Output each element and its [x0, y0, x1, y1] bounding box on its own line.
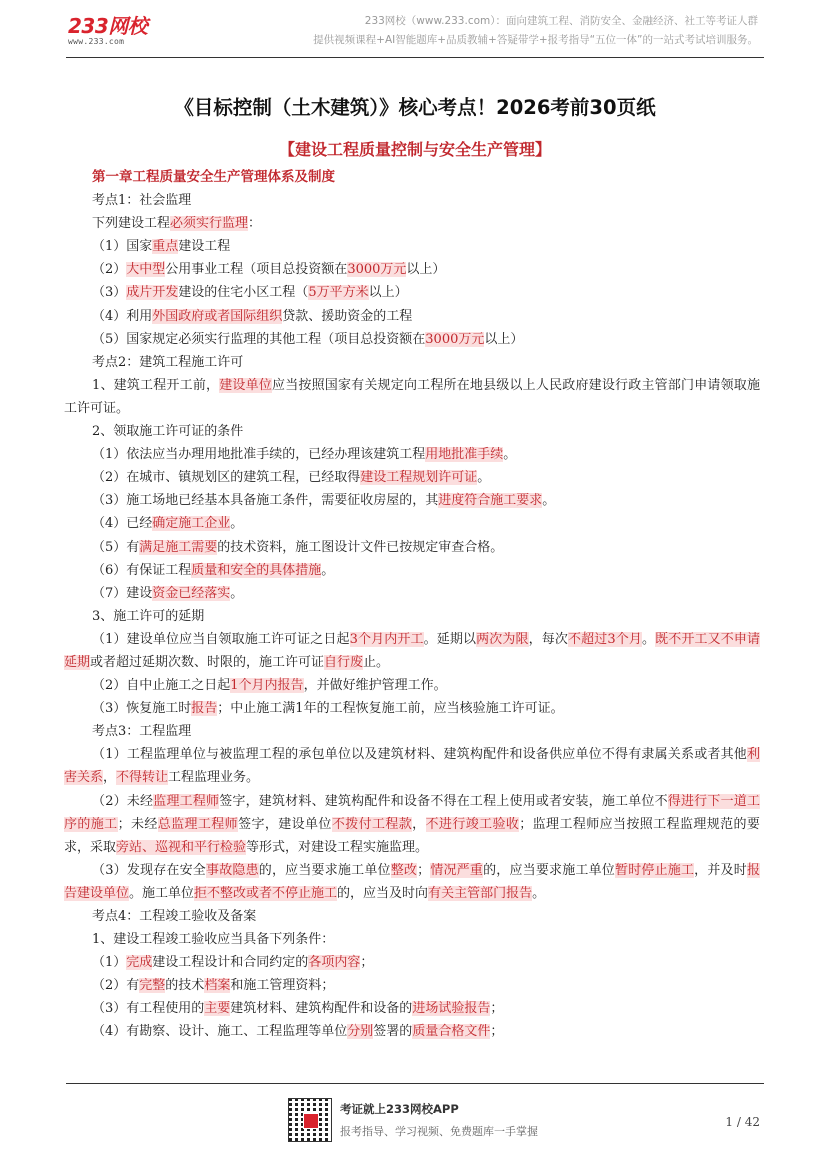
highlight-text: 必须实行监理 [170, 216, 249, 232]
highlight-text: 1个月内报告 [230, 678, 304, 694]
body-text: （5）国家规定必须实行监理的其他工程（项目总投资额在 [92, 331, 426, 347]
body-text: （2）未经 [92, 793, 154, 809]
highlight-text: 分别 [347, 1024, 374, 1040]
body-text: ： [248, 216, 262, 232]
paragraph [64, 258, 760, 281]
body-text: 建设工程 [178, 239, 231, 255]
highlight-text: 5万平方米 [308, 285, 369, 301]
body-text: ； [417, 862, 431, 878]
body-text: 建设的住宅小区工程（ [178, 285, 309, 301]
app-promo-subtitle: 报考指导、学习视频、免费题库一手掌握 [340, 1125, 538, 1138]
paragraph [64, 374, 760, 420]
header-divider [66, 57, 764, 58]
highlight-text: 成片开发 [126, 285, 179, 301]
body-text: 和施工管理资料； [230, 978, 335, 994]
highlight-text: 用地批准手续 [425, 447, 504, 463]
section-subtitle: 【建设工程质量控制与安全生产管理】 [278, 140, 551, 159]
highlight-text: 完成 [126, 955, 153, 971]
body-text: 考点4：工程竣工验收及备案 [92, 909, 257, 924]
highlight-text: 质量合格文件 [412, 1024, 491, 1040]
paragraph [64, 420, 760, 443]
paragraph [64, 905, 760, 928]
body-text: （2）有 [92, 978, 140, 994]
highlight-text: 监理工程师 [153, 793, 220, 809]
paragraph [64, 281, 760, 304]
footer-divider [66, 1083, 764, 1084]
highlight-text: 两次为限 [476, 631, 529, 647]
body-text: 的技术 [165, 978, 205, 994]
paragraph [64, 212, 760, 235]
highlight-text: 总监理工程师 [157, 816, 239, 832]
highlight-text: 建设工程规划许可证 [360, 470, 478, 486]
highlight-text: 既不开工又不申请延期 [64, 631, 760, 670]
highlight-text: 重点 [152, 239, 179, 255]
app-promo-title: 考证就上233网校APP [340, 1102, 459, 1116]
paragraph [64, 466, 760, 489]
chapter-heading: 第一章工程质量安全生产管理体系及制度 [92, 169, 335, 185]
body-text: （2） [92, 262, 127, 278]
body-text: 建筑材料、建筑构配件和设备的 [230, 1001, 413, 1017]
logo-text: 233网校 [68, 14, 148, 38]
highlight-text: 建设单位 [219, 377, 272, 393]
body-text: 的技术资料，施工图设计文件已按规定审查合格。 [217, 539, 504, 555]
header-description [313, 12, 758, 50]
highlight-text: 不进行竣工验收 [425, 816, 520, 832]
paragraph [64, 928, 760, 951]
body-text: 3、施工许可的延期 [92, 608, 205, 624]
body-text: ，并做好维护管理工作。 [303, 678, 447, 694]
body-text: ，并及时 [694, 862, 747, 878]
highlight-text: 档案 [204, 978, 231, 994]
paragraph [64, 859, 760, 905]
paragraph [64, 997, 760, 1020]
paragraph [64, 674, 760, 697]
highlight-text: 拒不整改或者不停止施工 [194, 885, 338, 901]
paragraph [64, 628, 760, 674]
body-text: 的，应当要求施工单位 [483, 862, 615, 878]
body-text: 。 [641, 631, 656, 647]
paragraph [64, 559, 760, 582]
body-text: 或者超过延期次数、时限的，施工许可证 [90, 654, 325, 670]
body-text: ；未经 [117, 816, 158, 832]
paragraph [64, 328, 760, 351]
body-text: 考点2：建筑工程施工许可 [92, 354, 244, 370]
highlight-text: 质量和安全的具体措施 [191, 562, 322, 578]
highlight-text: 各项内容 [308, 955, 361, 971]
body-text: （2）在城市、镇规划区的建筑工程，已经取得 [92, 470, 361, 486]
body-text: （4）已经 [92, 516, 153, 532]
body-text: 。 [321, 562, 335, 578]
paragraph [64, 351, 760, 374]
highlight-text: 确定施工企业 [152, 516, 231, 532]
body-text: 。 [503, 447, 517, 463]
body-text: 1、建设工程竣工验收应当具备下列条件： [92, 932, 335, 948]
body-text: 。 [230, 516, 244, 532]
body-text: 下列建设工程 [92, 216, 171, 232]
body-text: （1） [92, 955, 127, 971]
paragraph [64, 951, 760, 974]
body-text: ，每次 [528, 631, 568, 647]
highlight-text: 不超过3个月 [567, 631, 642, 647]
document-body [64, 166, 760, 1044]
body-text: 。施工单位 [129, 885, 195, 901]
body-text: ； [490, 1024, 504, 1040]
body-text: （1）工程监理单位与被监理工程的承包单位以及建筑材料、建筑构配件和设备供应单位不得有隶属关系或者其他 [92, 747, 747, 763]
document-title: 《目标控制（土木建筑）》核心考点！2026考前30页纸 [174, 96, 656, 119]
body-text: 的，应当要求施工单位 [258, 862, 391, 878]
body-text: 建设工程设计和合同约定的 [152, 955, 309, 971]
body-text: （7）建设 [92, 585, 153, 601]
paragraph [64, 189, 760, 212]
body-text: 。 [230, 585, 244, 601]
paragraph [64, 512, 760, 535]
body-text: （3）发现存在安全 [92, 862, 206, 878]
body-text: 考点1：社会监理 [92, 193, 192, 209]
paragraph [64, 720, 760, 743]
body-text: 签字，建筑材料、建筑构配件和设备不得在工程上使用或者安装，施工单位不 [219, 793, 668, 809]
page-header [0, 0, 830, 62]
header-line-2: 提供视频课程+AI智能题库+品质教辅+答疑带学+报考指导“五位一体”的一站式考试培训服务。 [313, 34, 758, 46]
highlight-text: 报告建设单位 [64, 862, 760, 901]
body-text: 以上） [484, 331, 524, 347]
paragraph [64, 536, 760, 559]
body-text: （1）国家 [92, 239, 153, 255]
highlight-text: 完整 [139, 978, 166, 994]
logo-url: www.233.com [68, 37, 125, 46]
highlight-text: 情况严重 [430, 862, 484, 878]
highlight-text: 报告 [191, 701, 218, 717]
highlight-text: 3个月内开工 [349, 631, 424, 647]
body-text: 。 [532, 885, 546, 901]
highlight-text: 整改 [390, 862, 418, 878]
body-text: （3）有工程使用的 [92, 1001, 205, 1017]
highlight-text: 不得转让 [116, 770, 169, 786]
paragraph [64, 605, 760, 628]
body-text: 以上） [368, 285, 408, 301]
body-text: 应当按照国家有关规定向工程所在地县级以上人民政府建设行政主管部门申请领取施工许可证。 [64, 377, 760, 416]
paragraph [64, 489, 760, 512]
body-text: 签字，建设单位 [238, 816, 332, 832]
body-text: （3） [92, 285, 127, 301]
body-text: ；监理工程师应当按照工程监理规范的要求，采取 [64, 816, 760, 855]
highlight-text: 进度符合施工要求 [438, 493, 543, 509]
paragraph [64, 443, 760, 466]
highlight-text: 资金已经落实 [152, 585, 231, 601]
paragraph [64, 790, 760, 859]
body-text: ；中止施工满1年的工程恢复施工前，应当核验施工许可证。 [217, 701, 564, 717]
highlight-text: 大中型 [126, 262, 166, 278]
body-text: 签署的 [373, 1024, 413, 1040]
body-text: ， [412, 816, 426, 832]
paragraph [64, 1020, 760, 1043]
paragraph [64, 974, 760, 997]
highlight-text: 事故隐患 [206, 862, 259, 878]
highlight-text: 主要 [204, 1001, 231, 1017]
paragraph [64, 743, 760, 789]
body-text: （3）施工场地已经基本具备施工条件，需要征收房屋的，其 [92, 493, 439, 509]
paragraph [64, 582, 760, 605]
paragraph [64, 305, 760, 328]
body-text: （3）恢复施工时 [92, 701, 192, 717]
body-text: 。延期以 [423, 631, 477, 647]
body-text: 以上） [406, 262, 446, 278]
body-text: 2、领取施工许可证的条件 [92, 424, 244, 440]
body-text: 等形式，对建设工程实施监理。 [246, 839, 429, 855]
body-text: 止。 [363, 654, 390, 670]
page-number: 1 / 42 [725, 1115, 760, 1129]
highlight-text: 进场试验报告 [412, 1001, 491, 1017]
highlight-text: 外国政府或者国际组织 [152, 308, 283, 324]
paragraph [64, 697, 760, 720]
qr-code-icon[interactable] [288, 1098, 332, 1142]
body-text: ； [490, 1001, 504, 1017]
paragraph [64, 235, 760, 258]
footer-promo [340, 1101, 538, 1139]
body-text: （5）有 [92, 539, 140, 555]
body-text: （4）利用 [92, 308, 153, 324]
highlight-text: 利害关系 [64, 747, 760, 786]
body-text: 的，应当及时向 [337, 885, 429, 901]
highlight-text: 满足施工需要 [139, 539, 218, 555]
highlight-text: 3000万元 [347, 262, 407, 278]
body-text: 。 [477, 470, 491, 486]
body-text: 1、建筑工程开工前， [92, 377, 220, 393]
body-text: 考点3：工程监理 [92, 724, 192, 740]
body-text: （1）建设单位应当自领取施工许可证之日起 [92, 631, 350, 647]
body-text: （1）依法应当办理用地批准手续的，已经办理该建筑工程 [92, 447, 426, 463]
highlight-text: 得进行下一道工序的施工 [64, 793, 760, 832]
body-text: （2）自中止施工之日起 [92, 678, 231, 694]
header-line-1: 233网校（www.233.com）：面向建筑工程、消防安全、金融经济、社工等考证人群 [364, 15, 758, 27]
highlight-text: 有关主管部门报告 [428, 885, 533, 901]
brand-logo[interactable] [68, 10, 147, 46]
body-text: ， [103, 770, 117, 786]
body-text: 。 [542, 493, 556, 509]
body-text: （6）有保证工程 [92, 562, 192, 578]
highlight-text: 不拨付工程款 [331, 816, 413, 832]
body-text: 工程监理业务。 [168, 770, 260, 786]
highlight-text: 自行废 [324, 654, 364, 670]
highlight-text: 旁站、巡视和平行检验 [116, 839, 247, 855]
body-text: 公用事业工程（项目总投资额在 [165, 262, 348, 278]
highlight-text: 3000万元 [425, 331, 485, 347]
body-text: 贷款、援助资金的工程 [282, 308, 413, 324]
highlight-text: 暂时停止施工 [615, 862, 695, 878]
body-text: ； [360, 955, 374, 971]
body-text: （4）有勘察、设计、施工、工程监理等单位 [92, 1024, 348, 1040]
